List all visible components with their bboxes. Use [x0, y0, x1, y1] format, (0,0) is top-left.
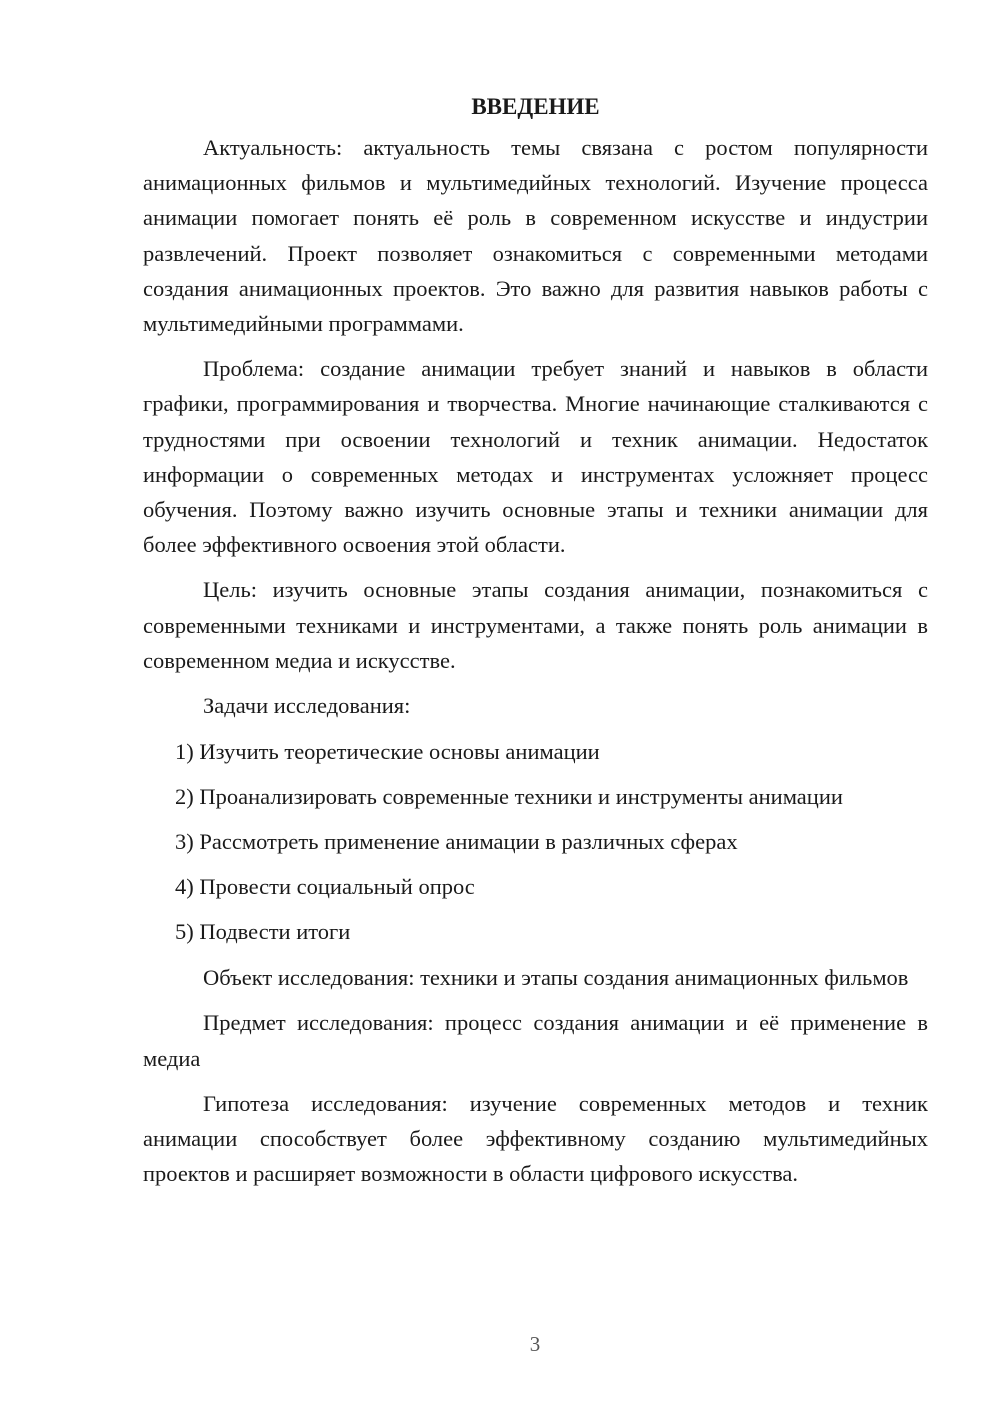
relevance-paragraph: Актуальность: актуальность темы связана с ростом популярности анимационных фильмов и мультимедийных технологий. Изучение процесса анимации помогает понять её роль в современном искусстве и индустрии развлечений. Проект позволяет ознакомиться с современными методами создания анимационных проектов. Это важно для развития навыков работы с мультимедийными программами.: [143, 135, 928, 337]
subject-paragraph: Предмет исследования: процесс создания анимации и её применение в медиа: [143, 1010, 928, 1071]
document-page: [143, 92, 928, 1191]
object-paragraph: Объект исследования: техники и этапы создания анимационных фильмов: [203, 965, 909, 991]
page-title: ВВЕДЕНИЕ: [471, 94, 600, 119]
spacer: [143, 341, 928, 351]
list-item: 1) Изучить теоретические основы анимации: [175, 739, 600, 765]
spacer: [143, 678, 928, 688]
list-item: 5) Подвести итоги: [175, 919, 351, 945]
list-item: 3) Рассмотреть применение анимации в различных сферах: [175, 829, 738, 855]
spacer: [143, 995, 928, 1005]
list-item: 4) Провести социальный опрос: [175, 874, 475, 900]
spacer: [143, 562, 928, 572]
spacer: [143, 1076, 928, 1086]
problem-paragraph: Проблема: создание анимации требует знаний и навыков в области графики, программирования и творчества. Многие начинающие сталкиваются с трудностями при освоении технологий и техник анимации. Недостаток информации о современных методах и инструментах усложняет процесс обучения. Поэтому важно изучить основные этапы и техники анимации для более эффективного освоения этой области.: [143, 356, 928, 558]
page-number: 3: [529, 1332, 541, 1356]
tasks-list: [143, 729, 928, 954]
goal-paragraph: Цель: изучить основные этапы создания анимации, познакомиться с современными техниками и инструментами, а также понять роль анимации в современном медиа и искусстве.: [143, 577, 928, 673]
tasks-heading: Задачи исследования:: [203, 693, 411, 719]
hypothesis-paragraph: Гипотеза исследования: изучение современных методов и техник анимации способствует более эффективному созданию мультимедийных проектов и расширяет возможности в области цифрового искусства.: [143, 1090, 928, 1187]
list-item: 2) Проанализировать современные техники и инструменты анимации: [175, 784, 843, 810]
